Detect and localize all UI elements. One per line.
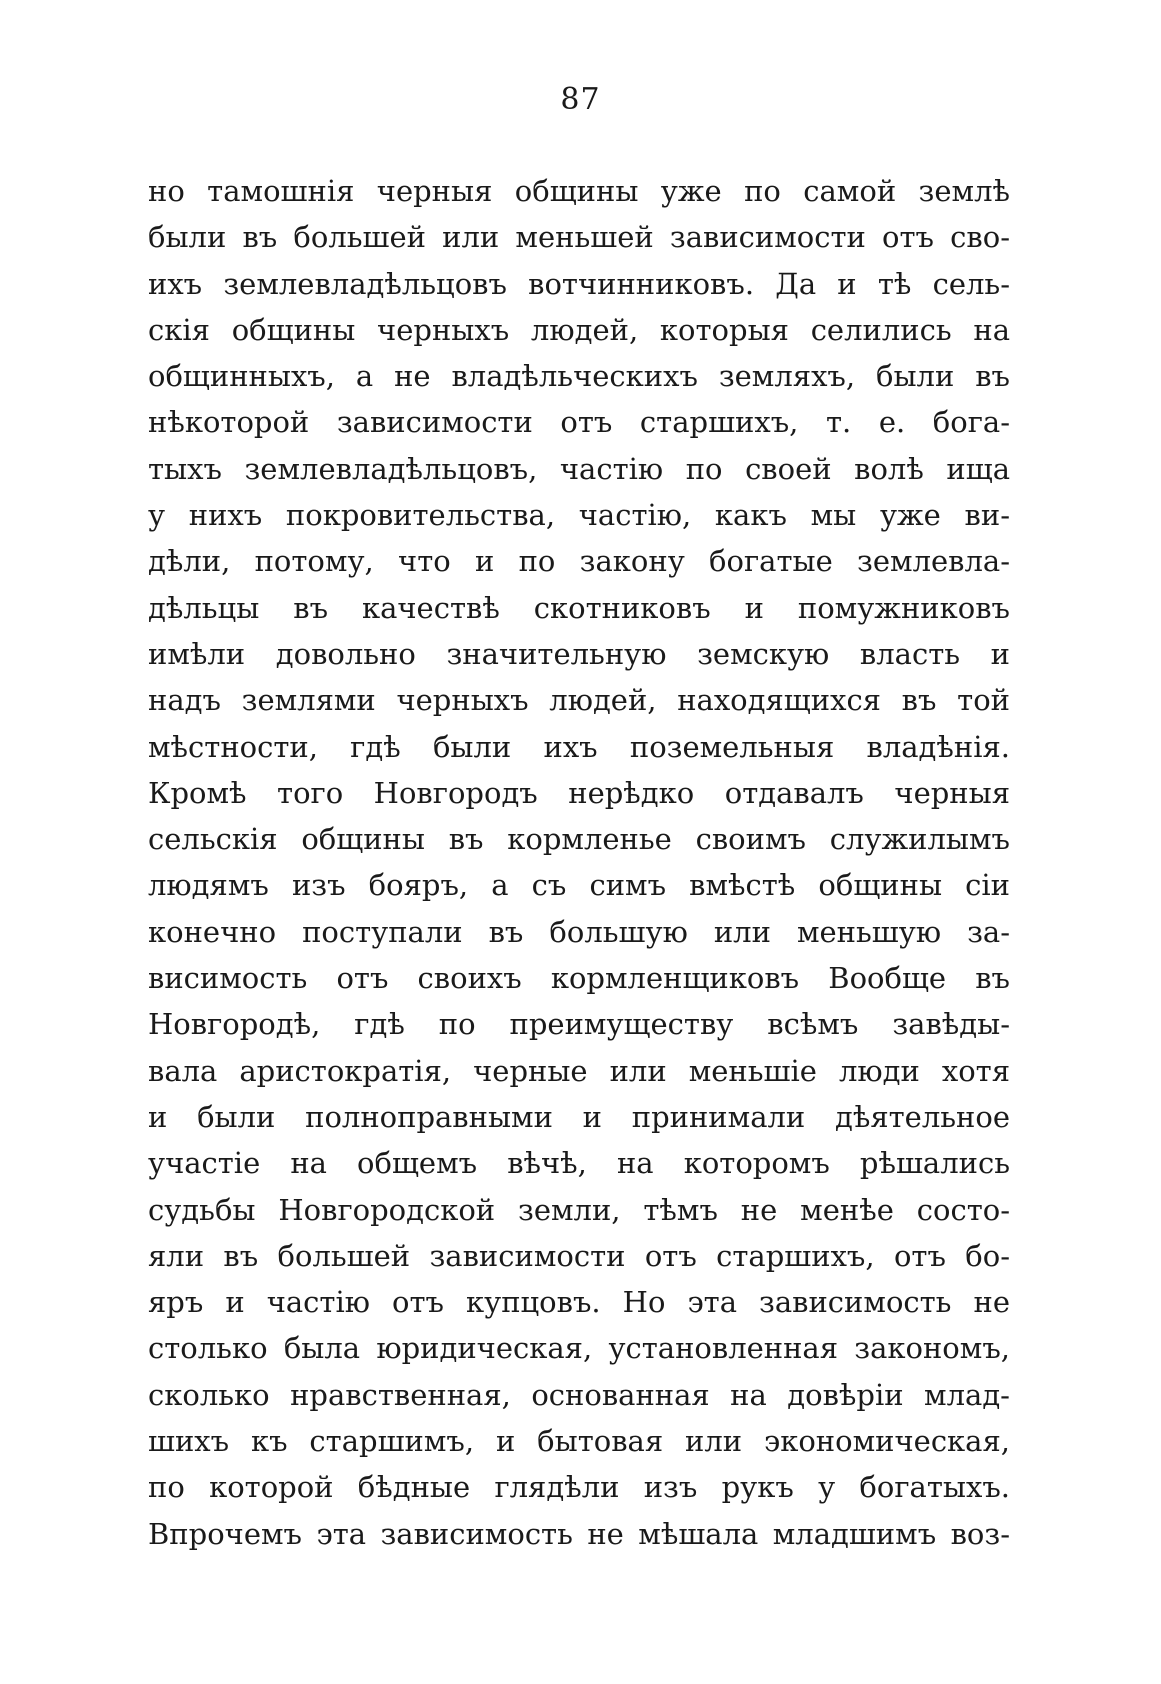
text-line: участіе на общемъ вѣчѣ, на которомъ рѣшались [148, 1146, 1010, 1181]
text-line: столько была юридическая, установленная закономъ, [148, 1331, 1010, 1366]
text-line: дѣльцы въ качествѣ скотниковъ и помужниковъ [148, 590, 1010, 625]
text-line: яръ и частію отъ купцовъ. Но эта зависимость не [148, 1285, 1010, 1320]
text-line: висимость отъ своихъ кормленщиковъ Вообще въ [148, 961, 1010, 996]
page-number: 87 [560, 82, 601, 117]
text-line: Впрочемъ эта зависимость не мѣшала младшимъ воз- [148, 1516, 1010, 1551]
text-line: Новгородѣ, гдѣ по преимуществу всѣмъ завѣды- [148, 1007, 1010, 1042]
text-line: по которой бѣдные глядѣли изъ рукъ у богатыхъ. [148, 1470, 1010, 1505]
text-line: у нихъ покровительства, частію, какъ мы уже ви- [148, 498, 1010, 533]
text-line: имѣли довольно значительную земскую власть и [148, 636, 1010, 671]
text-line: и были полноправными и принимали дѣятельное [148, 1099, 1010, 1134]
text-line: шихъ къ старшимъ, и бытовая или экономическая, [148, 1424, 1010, 1459]
text-line: людямъ изъ бояръ, а съ симъ вмѣстѣ общины сіи [148, 868, 1010, 903]
text-line: общинныхъ, а не владѣльческихъ земляхъ, были въ [148, 359, 1010, 394]
text-line: были въ большей или меньшей зависимости отъ сво- [148, 220, 1010, 255]
text-line: дѣли, потому, что и по закону богатые землевла- [148, 544, 1010, 579]
text-line: тыхъ землевладѣльцовъ, частію по своей волѣ ища [148, 451, 1010, 486]
text-line: сельскія общины въ кормленье своимъ служилымъ [148, 822, 1010, 857]
text-line: Кромѣ того Новгородъ нерѣдко отдавалъ черныя [148, 775, 1010, 810]
text-line: вала аристократія, черные или меньшіе люди хотя [148, 1053, 1010, 1088]
text-line: сколько нравственная, основанная на довѣріи млад- [148, 1377, 1010, 1412]
text-line: яли въ большей зависимости отъ старшихъ, отъ бо- [148, 1238, 1010, 1273]
body-text [148, 168, 1010, 1557]
text-line: судьбы Новгородской земли, тѣмъ не менѣе состо- [148, 1192, 1010, 1227]
text-line: конечно поступали въ большую или меньшую за- [148, 914, 1010, 949]
text-line: но тамошнія черныя общины уже по самой землѣ [148, 174, 1010, 208]
text-line: ихъ землевладѣльцовъ вотчинниковъ. Да и тѣ сель- [148, 266, 1010, 301]
text-line: нѣкоторой зависимости отъ старшихъ, т. е. бога- [148, 405, 1010, 440]
text-line: мѣстности, гдѣ были ихъ поземельныя владѣнія. [148, 729, 1010, 764]
text-line: скія общины черныхъ людей, которыя селились на [148, 312, 1010, 347]
text-line: надъ землями черныхъ людей, находящихся въ той [148, 683, 1010, 718]
